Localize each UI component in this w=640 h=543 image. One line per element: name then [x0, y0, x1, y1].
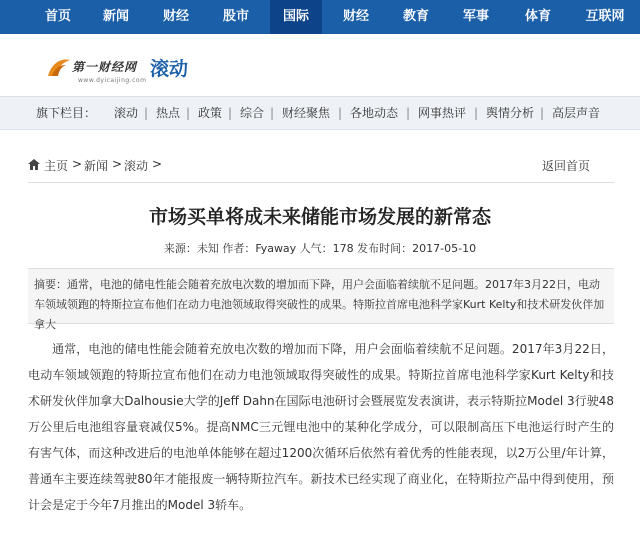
sub-nav-divider: | [338, 106, 343, 120]
sub-nav-item-web-comment[interactable]: 网事热评 [418, 106, 467, 120]
sub-nav-item-hot[interactable]: 热点 [156, 106, 181, 120]
breadcrumb-scroll[interactable]: 滚动 [124, 159, 149, 173]
logo-text[interactable]: 第一财经网 [72, 60, 138, 74]
top-nav-item-finance[interactable]: 财经 [162, 9, 189, 24]
sub-nav-item-local-news[interactable]: 各地动态 [350, 106, 399, 120]
logo-band [0, 34, 640, 96]
top-nav-item-military[interactable]: 军事 [462, 9, 489, 24]
sub-nav-item-finance-focus[interactable]: 财经聚焦 [282, 106, 331, 120]
sub-nav-divider: | [270, 106, 275, 120]
breadcrumb [28, 153, 614, 183]
home-icon [28, 159, 40, 170]
breadcrumb-news[interactable]: 新闻 [84, 159, 109, 173]
logo-url: www.dyicaijing.com [78, 77, 147, 84]
breadcrumb-separator: > [152, 157, 163, 171]
article-abstract: 摘要：通常，电池的储电性能会随着充放电次数的增加而下降，用户会面临着续航不足问题。2017年3月22日，电动车领域领跑的特斯拉宣布他们在动力电池领域取得突破性的成果。特斯拉首席电池科学家Kurt Kelty和技术研发伙伴加拿大 [28, 268, 614, 324]
top-nav-item-stocks[interactable]: 股市 [222, 9, 249, 24]
breadcrumb-separator: > [72, 157, 83, 171]
top-nav-item-sports[interactable]: 体育 [524, 9, 551, 24]
breadcrumb-separator: > [112, 157, 123, 171]
sub-nav-divider: | [228, 106, 233, 120]
top-nav [0, 0, 640, 34]
top-nav-item-news[interactable]: 新闻 [102, 9, 129, 24]
channel-title: 滚动 [150, 58, 189, 80]
article-meta: 来源：未知 作者：Fyaway 人气：178 发布时间：2017-05-10 [163, 242, 477, 255]
top-nav-item-international[interactable]: 国际 [270, 0, 322, 34]
sub-nav-item-policy[interactable]: 政策 [198, 106, 223, 120]
top-nav-item-internet[interactable]: 互联网 [585, 9, 625, 24]
article-body: 通常，电池的储电性能会随着充放电次数的增加而下降，用户会面临着续航不足问题。2017年3月22日，电动车领域领跑的特斯拉宣布他们在动力电池领域取得突破性的成果。特斯拉首席电池科学家Kurt Kelty和技术研发伙伴加拿大Dalhousie大学的Jeff Dahn在国际电池研讨会暨展览发表演讲，表示特斯拉Model 3行驶48万公里后电池组容量衰减仅5%。提高NMC三元锂电池中的某种化学成分，可以限制高压下电池运行时产生的有害气体，而这种改进后的电池单体能够在超过1200次循环后依然有着优秀的性能表现，以2万公里/年计算，普通车主要连续驾驶80年才能报废一辆特斯拉汽车。新技术已经实现了商业化，在特斯拉产品中得到使用，预计会是定于今年7月推出的Model 3轿车。 [28, 342, 614, 512]
sub-nav-divider: | [186, 106, 191, 120]
sub-nav-label: 旗下栏目： [36, 106, 97, 120]
back-to-home-link[interactable]: 返回首页 [541, 159, 590, 173]
sub-nav [0, 96, 640, 130]
sub-nav-item-general[interactable]: 综合 [240, 106, 265, 120]
sub-nav-divider: | [144, 106, 149, 120]
sub-nav-divider: | [406, 106, 411, 120]
top-nav-item-home[interactable]: 首页 [44, 9, 71, 24]
logo-mark-icon[interactable] [46, 56, 72, 78]
top-nav-item-education[interactable]: 教育 [402, 9, 429, 24]
sub-nav-divider: | [474, 106, 479, 120]
sub-nav-item-scroll[interactable]: 滚动 [114, 106, 139, 120]
article-title: 市场买单将成未来储能市场发展的新常态 [148, 206, 491, 228]
sub-nav-divider: | [540, 106, 545, 120]
sub-nav-item-opinion-analysis[interactable]: 舆情分析 [486, 106, 535, 120]
breadcrumb-home[interactable]: 主页 [44, 159, 69, 173]
top-nav-item-finance-2[interactable]: 财经 [342, 9, 369, 24]
sub-nav-item-leadership[interactable]: 高层声音 [552, 106, 601, 120]
